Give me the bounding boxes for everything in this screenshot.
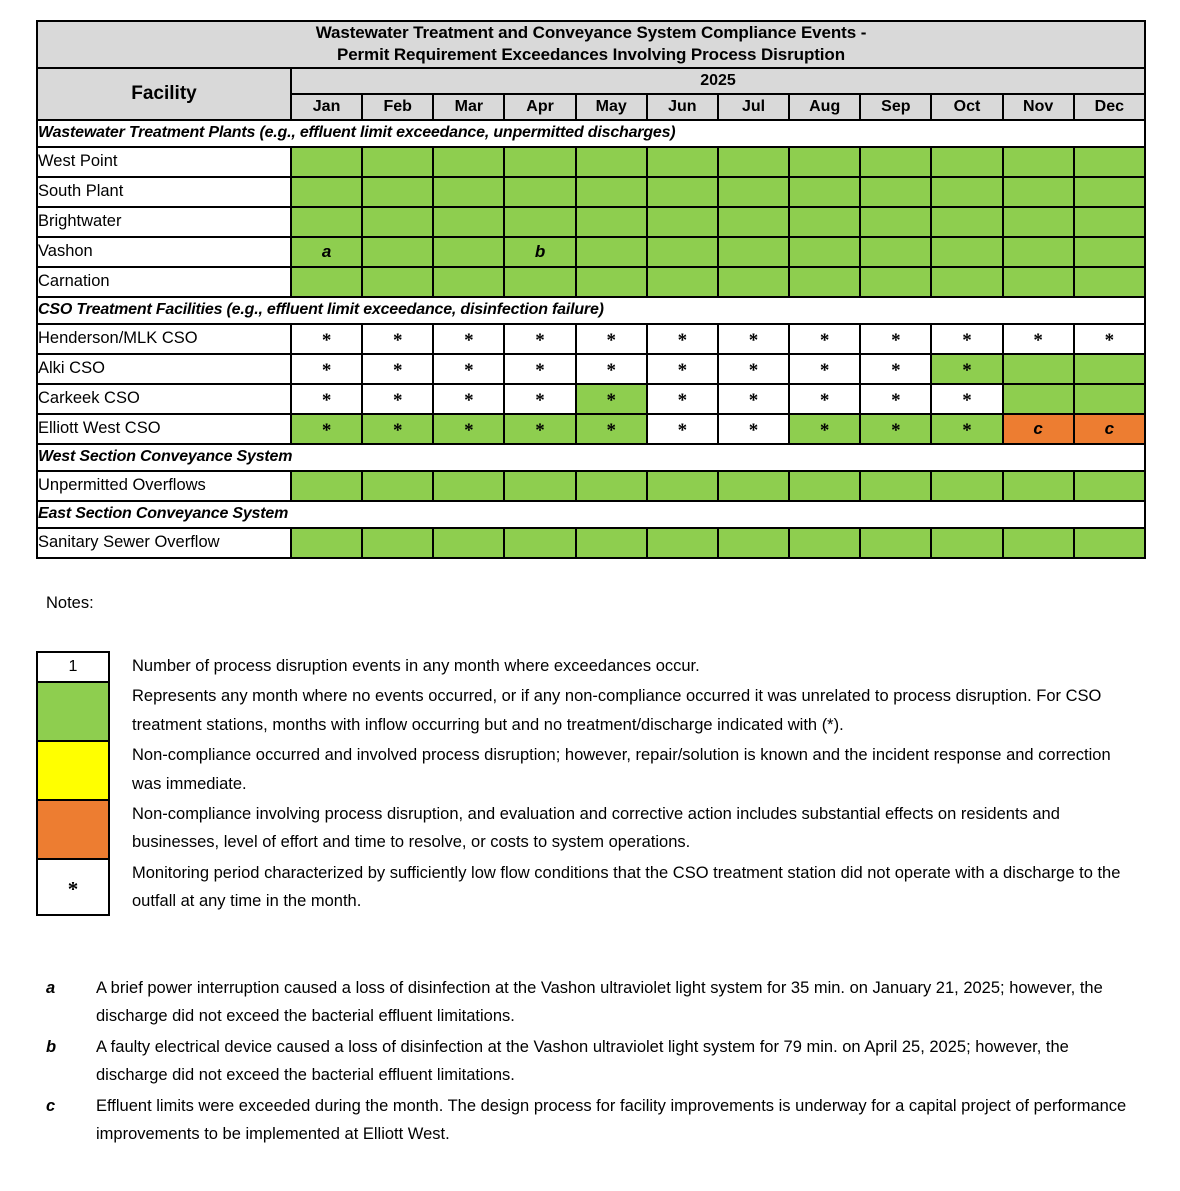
status-cell bbox=[433, 237, 504, 267]
status-cell bbox=[433, 384, 504, 414]
status-cell bbox=[1074, 324, 1145, 354]
status-cell bbox=[789, 177, 860, 207]
section-header-label: East Section Conveyance System bbox=[37, 501, 1145, 528]
footnote-text: A faulty electrical device caused a loss of disinfection at the Vashon ultraviolet light system for 79 min. on April 25, 2025; however, the discharge did not exceed the bacterial effluent limitations. bbox=[96, 1037, 1069, 1085]
status-cell bbox=[504, 207, 575, 237]
legend-row bbox=[36, 799, 1144, 858]
asterisk-icon: * bbox=[606, 329, 616, 351]
status-cell bbox=[931, 237, 1002, 267]
status-cell bbox=[576, 384, 647, 414]
facility-name: Henderson/MLK CSO bbox=[37, 324, 291, 354]
status-cell bbox=[362, 237, 433, 267]
status-cell bbox=[1003, 414, 1074, 444]
asterisk-icon: * bbox=[535, 329, 545, 351]
facility-name: Carkeek CSO bbox=[37, 384, 291, 414]
footnote-marker: c bbox=[1033, 418, 1043, 438]
asterisk-icon: * bbox=[321, 389, 332, 411]
status-cell bbox=[789, 267, 860, 297]
status-cell bbox=[718, 471, 789, 501]
status-cell bbox=[291, 267, 362, 297]
status-cell bbox=[860, 528, 931, 558]
facility-column-header: Facility bbox=[37, 68, 291, 120]
status-cell bbox=[576, 237, 647, 267]
status-cell bbox=[718, 267, 789, 297]
asterisk-icon: * bbox=[321, 419, 332, 441]
legend-row bbox=[36, 651, 1144, 681]
facility-name: Brightwater bbox=[37, 207, 291, 237]
status-cell bbox=[647, 324, 718, 354]
status-cell bbox=[718, 324, 789, 354]
status-cell bbox=[718, 528, 789, 558]
section-header-label: Wastewater Treatment Plants (e.g., effluent limit exceedance, unpermitted discharges) bbox=[37, 120, 1145, 147]
status-cell bbox=[647, 471, 718, 501]
compliance-table bbox=[36, 20, 1146, 559]
asterisk-icon: * bbox=[891, 389, 901, 411]
status-cell bbox=[576, 177, 647, 207]
compliance-matrix bbox=[36, 20, 1144, 559]
asterisk-icon: * bbox=[606, 419, 616, 441]
asterisk-icon: * bbox=[891, 359, 901, 381]
status-cell bbox=[718, 147, 789, 177]
asterisk-icon: * bbox=[535, 389, 545, 411]
table-header bbox=[37, 21, 1145, 120]
status-cell bbox=[718, 237, 789, 267]
table-row bbox=[37, 177, 1145, 207]
status-cell bbox=[1074, 384, 1145, 414]
status-cell bbox=[576, 147, 647, 177]
status-cell bbox=[433, 471, 504, 501]
legend-swatch-green bbox=[36, 681, 110, 740]
status-cell bbox=[1074, 414, 1145, 444]
footnote-text: A brief power interruption caused a loss of disinfection at the Vashon ultraviolet light system for 35 min. on January 21, 2025; however, the discharge did not exceed the bacterial effluent limitations. bbox=[96, 979, 1103, 1026]
asterisk-icon: * bbox=[748, 329, 759, 351]
asterisk-icon: * bbox=[606, 359, 616, 381]
status-cell bbox=[789, 207, 860, 237]
legend-description: Non-compliance involving process disruption, and evaluation and corrective action includes substantial effects on residents and businesses, level of effort and time to resolve, or costs to system operations. bbox=[132, 804, 1060, 852]
asterisk-icon: * bbox=[392, 419, 403, 441]
status-cell bbox=[504, 471, 575, 501]
status-cell bbox=[362, 414, 433, 444]
table-row bbox=[37, 237, 1145, 267]
status-cell bbox=[860, 177, 931, 207]
status-cell bbox=[433, 528, 504, 558]
status-cell bbox=[860, 237, 931, 267]
legend-row bbox=[36, 740, 1144, 799]
asterisk-icon: * bbox=[464, 329, 474, 351]
month-header-jul: Jul bbox=[718, 94, 789, 120]
status-cell bbox=[433, 414, 504, 444]
asterisk-icon: * bbox=[67, 876, 79, 901]
table-row bbox=[37, 414, 1145, 444]
section-header-row bbox=[37, 120, 1145, 147]
footnote-marker: a bbox=[321, 241, 332, 261]
table-row bbox=[37, 267, 1145, 297]
asterisk-icon: * bbox=[819, 389, 830, 411]
table-row bbox=[37, 384, 1145, 414]
status-cell bbox=[1003, 471, 1074, 501]
month-header-mar: Mar bbox=[433, 94, 504, 120]
footnote-key: b bbox=[46, 1037, 57, 1056]
status-cell bbox=[291, 207, 362, 237]
footnote-row bbox=[40, 1092, 1150, 1149]
footnote-marker: c bbox=[1104, 418, 1115, 438]
status-cell bbox=[433, 267, 504, 297]
status-cell bbox=[789, 528, 860, 558]
legend-row bbox=[36, 858, 1144, 917]
month-header-feb: Feb bbox=[362, 94, 433, 120]
status-cell bbox=[1003, 528, 1074, 558]
status-cell bbox=[718, 177, 789, 207]
asterisk-icon: * bbox=[962, 329, 972, 351]
asterisk-icon: * bbox=[677, 359, 688, 381]
legend-description: Non-compliance occurred and involved process disruption; however, repair/solution is known and the incident response and correction was immediate. bbox=[132, 746, 1111, 793]
facility-name: West Point bbox=[37, 147, 291, 177]
asterisk-icon: * bbox=[677, 389, 688, 411]
status-cell bbox=[1074, 528, 1145, 558]
table-row bbox=[37, 354, 1145, 384]
status-cell bbox=[504, 384, 575, 414]
section-header-label: CSO Treatment Facilities (e.g., effluent limit exceedance, disinfection failure) bbox=[37, 297, 1145, 324]
asterisk-icon: * bbox=[321, 359, 332, 381]
month-header-jan: Jan bbox=[291, 94, 362, 120]
status-cell bbox=[362, 207, 433, 237]
status-cell bbox=[718, 414, 789, 444]
status-cell bbox=[789, 147, 860, 177]
status-cell bbox=[1074, 207, 1145, 237]
status-cell bbox=[504, 147, 575, 177]
status-cell bbox=[647, 147, 718, 177]
facility-name: South Plant bbox=[37, 177, 291, 207]
status-cell bbox=[362, 471, 433, 501]
status-cell bbox=[1003, 177, 1074, 207]
footnotes bbox=[40, 974, 1150, 1150]
status-cell bbox=[647, 207, 718, 237]
status-cell bbox=[647, 414, 718, 444]
status-cell bbox=[789, 237, 860, 267]
table-row bbox=[37, 147, 1145, 177]
status-cell bbox=[860, 471, 931, 501]
facility-name: Carnation bbox=[37, 267, 291, 297]
asterisk-icon: * bbox=[819, 329, 830, 351]
table-title-line2: Permit Requirement Exceedances Involving Process Disruption bbox=[336, 45, 845, 65]
facility-name: Sanitary Sewer Overflow bbox=[37, 528, 291, 558]
status-cell bbox=[362, 384, 433, 414]
status-cell bbox=[433, 354, 504, 384]
table-row bbox=[37, 528, 1145, 558]
status-cell bbox=[291, 237, 362, 267]
status-cell bbox=[1074, 471, 1145, 501]
status-cell bbox=[504, 324, 575, 354]
status-cell bbox=[647, 237, 718, 267]
status-cell bbox=[931, 528, 1002, 558]
status-cell bbox=[1003, 237, 1074, 267]
status-cell bbox=[931, 471, 1002, 501]
asterisk-icon: * bbox=[464, 419, 474, 441]
status-cell bbox=[860, 354, 931, 384]
facility-name: Elliott West CSO bbox=[37, 414, 291, 444]
facility-name: Vashon bbox=[37, 237, 291, 267]
facility-name: Unpermitted Overflows bbox=[37, 471, 291, 501]
status-cell bbox=[1003, 324, 1074, 354]
status-cell bbox=[860, 324, 931, 354]
table-body bbox=[37, 120, 1145, 558]
status-cell bbox=[362, 354, 433, 384]
status-cell bbox=[1003, 354, 1074, 384]
status-cell bbox=[362, 324, 433, 354]
status-cell bbox=[362, 267, 433, 297]
status-cell bbox=[931, 147, 1002, 177]
asterisk-icon: * bbox=[891, 329, 901, 351]
status-cell bbox=[860, 384, 931, 414]
status-cell bbox=[1074, 177, 1145, 207]
status-cell bbox=[1003, 147, 1074, 177]
status-cell bbox=[931, 177, 1002, 207]
asterisk-icon: * bbox=[962, 359, 972, 381]
footnote-key: c bbox=[46, 1096, 56, 1115]
status-cell bbox=[291, 471, 362, 501]
status-cell bbox=[860, 414, 931, 444]
status-cell bbox=[647, 354, 718, 384]
section-header-row bbox=[37, 297, 1145, 324]
asterisk-icon: * bbox=[464, 359, 474, 381]
status-cell bbox=[504, 354, 575, 384]
legend-swatch-white bbox=[36, 651, 110, 681]
status-cell bbox=[1003, 207, 1074, 237]
status-cell bbox=[789, 384, 860, 414]
table-title bbox=[37, 21, 1145, 68]
status-cell bbox=[718, 384, 789, 414]
section-header-row bbox=[37, 444, 1145, 471]
status-cell bbox=[860, 267, 931, 297]
status-cell bbox=[647, 267, 718, 297]
section-header-label: West Section Conveyance System bbox=[37, 444, 1145, 471]
status-cell bbox=[789, 324, 860, 354]
footnote-row bbox=[40, 974, 1150, 1031]
legend-swatch-orange bbox=[36, 799, 110, 858]
status-cell bbox=[860, 147, 931, 177]
status-cell bbox=[433, 177, 504, 207]
status-cell bbox=[433, 324, 504, 354]
legend-description: Monitoring period characterized by sufficiently low flow conditions that the CSO treatment station did not operate with a discharge to the outfall at any time in the month. bbox=[132, 863, 1121, 910]
asterisk-icon: * bbox=[819, 359, 830, 381]
asterisk-icon: * bbox=[464, 389, 474, 411]
status-cell bbox=[576, 471, 647, 501]
status-cell bbox=[576, 528, 647, 558]
year-header: 2025 bbox=[291, 68, 1145, 94]
status-cell bbox=[718, 354, 789, 384]
status-cell bbox=[504, 528, 575, 558]
legend-description: Number of process disruption events in any month where exceedances occur. bbox=[132, 657, 700, 675]
status-cell bbox=[576, 414, 647, 444]
month-header-dec: Dec bbox=[1074, 94, 1145, 120]
asterisk-icon: * bbox=[1104, 329, 1115, 351]
status-cell bbox=[1074, 267, 1145, 297]
month-header-sep: Sep bbox=[860, 94, 931, 120]
footnote-key: a bbox=[46, 979, 56, 997]
status-cell bbox=[931, 267, 1002, 297]
status-cell bbox=[576, 354, 647, 384]
status-cell bbox=[504, 414, 575, 444]
section-header-row bbox=[37, 501, 1145, 528]
asterisk-icon: * bbox=[606, 389, 616, 411]
status-cell bbox=[647, 528, 718, 558]
asterisk-icon: * bbox=[962, 389, 972, 411]
legend-row bbox=[36, 681, 1144, 740]
status-cell bbox=[291, 354, 362, 384]
asterisk-icon: * bbox=[748, 389, 759, 411]
footnote-text: Effluent limits were exceeded during the month. The design process for facility improvements is underway for a capital project of performance improvements to be implemented at Elliott West. bbox=[96, 1096, 1127, 1143]
asterisk-icon: * bbox=[321, 329, 332, 351]
legend-description: Represents any month where no events occurred, or if any non-compliance occurred it was unrelated to process disruption. For CSO treatment stations, months with inflow occurring but and no treatment/discharge indicated with (*). bbox=[132, 687, 1102, 734]
status-cell bbox=[1074, 237, 1145, 267]
status-cell bbox=[362, 177, 433, 207]
status-cell bbox=[504, 177, 575, 207]
footnote-marker: b bbox=[534, 241, 546, 261]
status-cell bbox=[718, 207, 789, 237]
status-cell bbox=[931, 207, 1002, 237]
notes-label: Notes: bbox=[46, 594, 94, 612]
asterisk-icon: * bbox=[891, 419, 901, 441]
status-cell bbox=[576, 267, 647, 297]
table-row bbox=[37, 471, 1145, 501]
month-header-apr: Apr bbox=[504, 94, 575, 120]
year-header-row bbox=[37, 68, 1145, 94]
asterisk-icon: * bbox=[1033, 329, 1043, 351]
table-title-row bbox=[37, 21, 1145, 68]
facility-name: Alki CSO bbox=[37, 354, 291, 384]
status-cell bbox=[291, 147, 362, 177]
table-title-line1: Wastewater Treatment and Conveyance System Compliance Events - bbox=[315, 23, 867, 42]
status-cell bbox=[433, 147, 504, 177]
asterisk-icon: * bbox=[392, 329, 403, 351]
legend-swatch-yellow bbox=[36, 740, 110, 799]
asterisk-icon: * bbox=[819, 419, 830, 441]
footnote-row bbox=[40, 1033, 1150, 1090]
asterisk-icon: * bbox=[392, 359, 403, 381]
asterisk-icon: * bbox=[392, 389, 403, 411]
status-cell bbox=[1003, 384, 1074, 414]
asterisk-icon: * bbox=[677, 419, 688, 441]
legend-number: 1 bbox=[68, 658, 78, 676]
status-cell bbox=[931, 414, 1002, 444]
asterisk-icon: * bbox=[748, 359, 759, 381]
status-cell bbox=[1003, 267, 1074, 297]
status-cell bbox=[860, 207, 931, 237]
status-cell bbox=[576, 207, 647, 237]
status-cell bbox=[789, 354, 860, 384]
status-cell bbox=[504, 237, 575, 267]
table-row bbox=[37, 207, 1145, 237]
month-header-jun: Jun bbox=[647, 94, 718, 120]
status-cell bbox=[576, 324, 647, 354]
status-cell bbox=[291, 528, 362, 558]
status-cell bbox=[362, 147, 433, 177]
status-cell bbox=[931, 354, 1002, 384]
status-cell bbox=[291, 324, 362, 354]
legend-swatch-white bbox=[36, 858, 110, 917]
asterisk-icon: * bbox=[677, 329, 688, 351]
status-cell bbox=[789, 471, 860, 501]
month-header-nov: Nov bbox=[1003, 94, 1074, 120]
status-cell bbox=[291, 177, 362, 207]
status-cell bbox=[291, 384, 362, 414]
status-cell bbox=[1074, 354, 1145, 384]
status-cell bbox=[362, 528, 433, 558]
month-header-oct: Oct bbox=[931, 94, 1002, 120]
legend bbox=[36, 651, 1144, 916]
status-cell bbox=[504, 267, 575, 297]
table-row bbox=[37, 324, 1145, 354]
status-cell bbox=[433, 207, 504, 237]
asterisk-icon: * bbox=[535, 359, 545, 381]
month-header-may: May bbox=[576, 94, 647, 120]
month-header-aug: Aug bbox=[789, 94, 860, 120]
status-cell bbox=[647, 177, 718, 207]
status-cell bbox=[1074, 147, 1145, 177]
status-cell bbox=[647, 384, 718, 414]
status-cell bbox=[789, 414, 860, 444]
asterisk-icon: * bbox=[535, 419, 545, 441]
asterisk-icon: * bbox=[748, 419, 759, 441]
asterisk-icon: * bbox=[962, 419, 972, 441]
status-cell bbox=[291, 414, 362, 444]
status-cell bbox=[931, 324, 1002, 354]
status-cell bbox=[931, 384, 1002, 414]
